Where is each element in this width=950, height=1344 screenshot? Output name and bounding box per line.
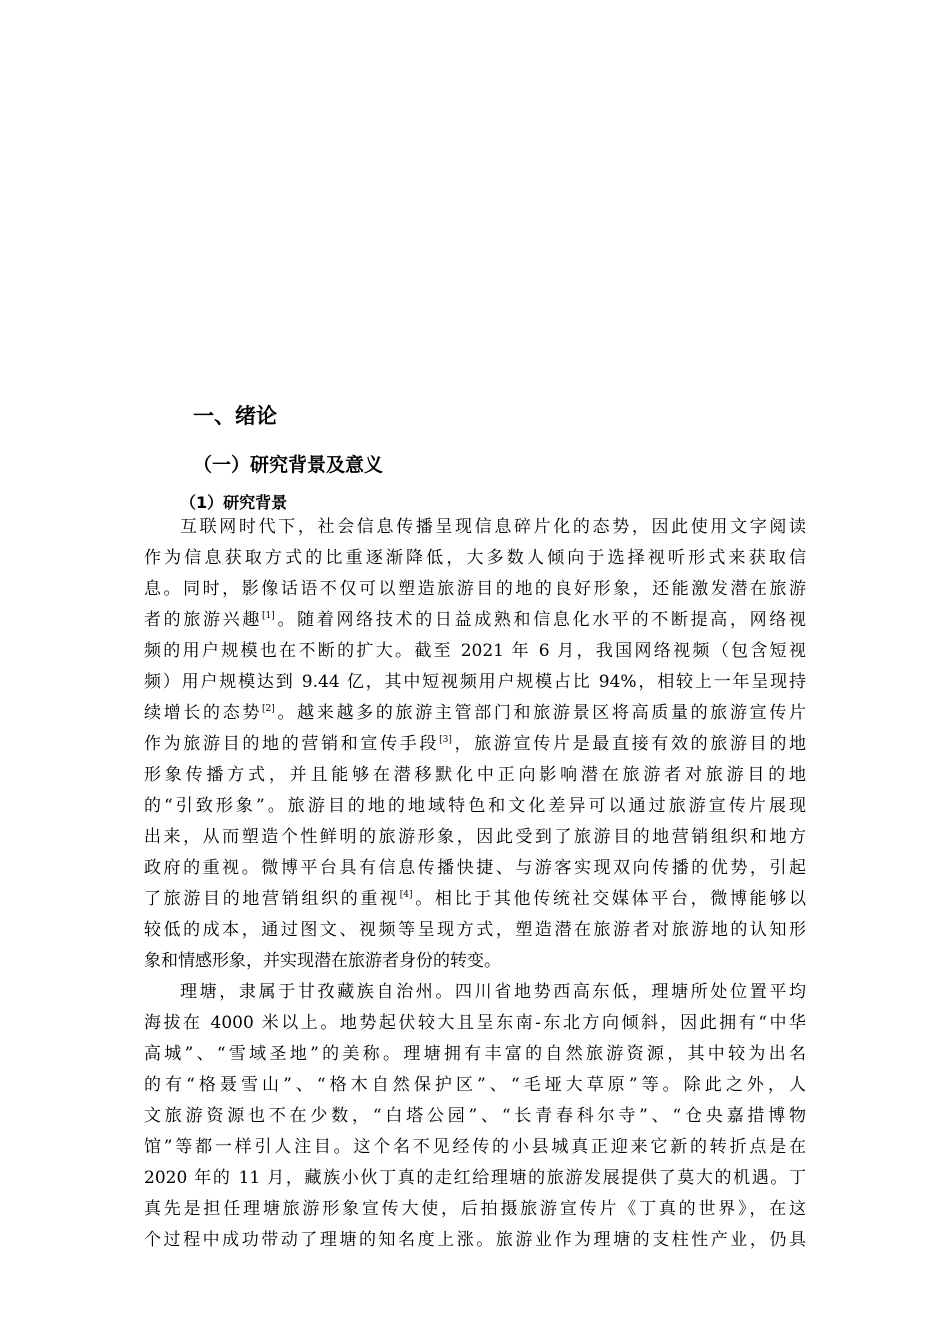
text-line: 象和情感形象，并实现潜在旅游者身份的转变。 <box>144 951 501 971</box>
text-line: 出来，从而塑造个性鲜明的旅游形象，因此受到了旅游目的地营销组织和地方 <box>144 827 806 847</box>
text-line: 频）用户规模达到 9.44 亿，其中短视频用户规模占比 94%，相较上一年呈现持 <box>144 672 806 692</box>
citation-marker: [4] <box>399 890 413 900</box>
text-line: 形象传播方式，并且能够在潜移默化中正向影响潜在旅游者对旅游目的地 <box>144 765 806 785</box>
citation-marker: [2] <box>262 704 275 714</box>
subsection-heading: （1）研究背景 <box>180 493 288 512</box>
text-line: 了旅游目的地营销组织的重视[4]。相比于其他传统社交媒体平台，微博能够以 <box>144 889 806 909</box>
paragraph-1 <box>144 512 806 977</box>
text-line: 馆”等都一样引人注目。这个名不见经传的小县城真正迎来它新的转折点是在 <box>144 1137 806 1157</box>
text-line: 理塘，隶属于甘孜藏族自治州。四川省地势西高东低，理塘所处位置平均 <box>180 982 806 1002</box>
text-line: 的“引致形象”。旅游目的地的地域特色和文化差异可以通过旅游宣传片展现 <box>144 796 806 816</box>
text-line: 续增长的态势[2]。越来越多的旅游主管部门和旅游景区将高质量的旅游宣传片 <box>144 703 806 723</box>
paragraph-2 <box>144 977 806 1256</box>
body-text <box>144 512 806 1256</box>
text-line: 息。同时，影像话语不仅可以塑造旅游目的地的良好形象，还能激发潜在旅游 <box>144 579 806 599</box>
text-line: 的有“格聂雪山”、“格木自然保护区”、“毛垭大草原”等。除此之外，人 <box>144 1075 806 1095</box>
text-line: 个过程中成功带动了理塘的知名度上涨。旅游业作为理塘的支柱性产业，仍具 <box>144 1230 806 1250</box>
text-line: 较低的成本，通过图文、视频等呈现方式，塑造潜在旅游者对旅游地的认知形 <box>144 920 806 940</box>
text-line: 文旅游资源也不在少数，“白塔公园”、“长青春科尔寺”、“仓央嘉措博物 <box>144 1106 806 1126</box>
citation-marker: [1] <box>262 611 275 621</box>
text-line: 高城”、“雪域圣地”的美称。理塘拥有丰富的自然旅游资源，其中较为出名 <box>144 1044 806 1064</box>
text-line: 频的用户规模也在不断的扩大。截至 2021 年 6 月，我国网络视频（包含短视 <box>144 641 806 661</box>
text-line: 海拔在 4000 米以上。地势起伏较大且呈东南-东北方向倾斜，因此拥有“中华 <box>144 1013 806 1033</box>
chapter-heading: 一、绪论 <box>193 404 277 428</box>
citation-marker: [3] <box>439 735 452 745</box>
text-line: 政府的重视。微博平台具有信息传播快捷、与游客实现双向传播的优势，引起 <box>144 858 806 878</box>
text-line: 互联网时代下，社会信息传播呈现信息碎片化的态势，因此使用文字阅读 <box>180 517 806 537</box>
text-line: 者的旅游兴趣[1]。随着网络技术的日益成熟和信息化水平的不断提高，网络视 <box>144 610 806 630</box>
text-line: 作为信息获取方式的比重逐渐降低，大多数人倾向于选择视听形式来获取信 <box>144 548 806 568</box>
section-heading: （一）研究背景及意义 <box>193 454 384 476</box>
text-line: 真先是担任理塘旅游形象宣传大使，后拍摄旅游宣传片《丁真的世界》，在这 <box>144 1199 806 1219</box>
text-line: 作为旅游目的地的营销和宣传手段[3]，旅游宣传片是最直接有效的旅游目的地 <box>144 734 806 754</box>
text-line: 2020 年的 11 月，藏族小伙丁真的走红给理塘的旅游发展提供了莫大的机遇。丁 <box>144 1168 806 1188</box>
